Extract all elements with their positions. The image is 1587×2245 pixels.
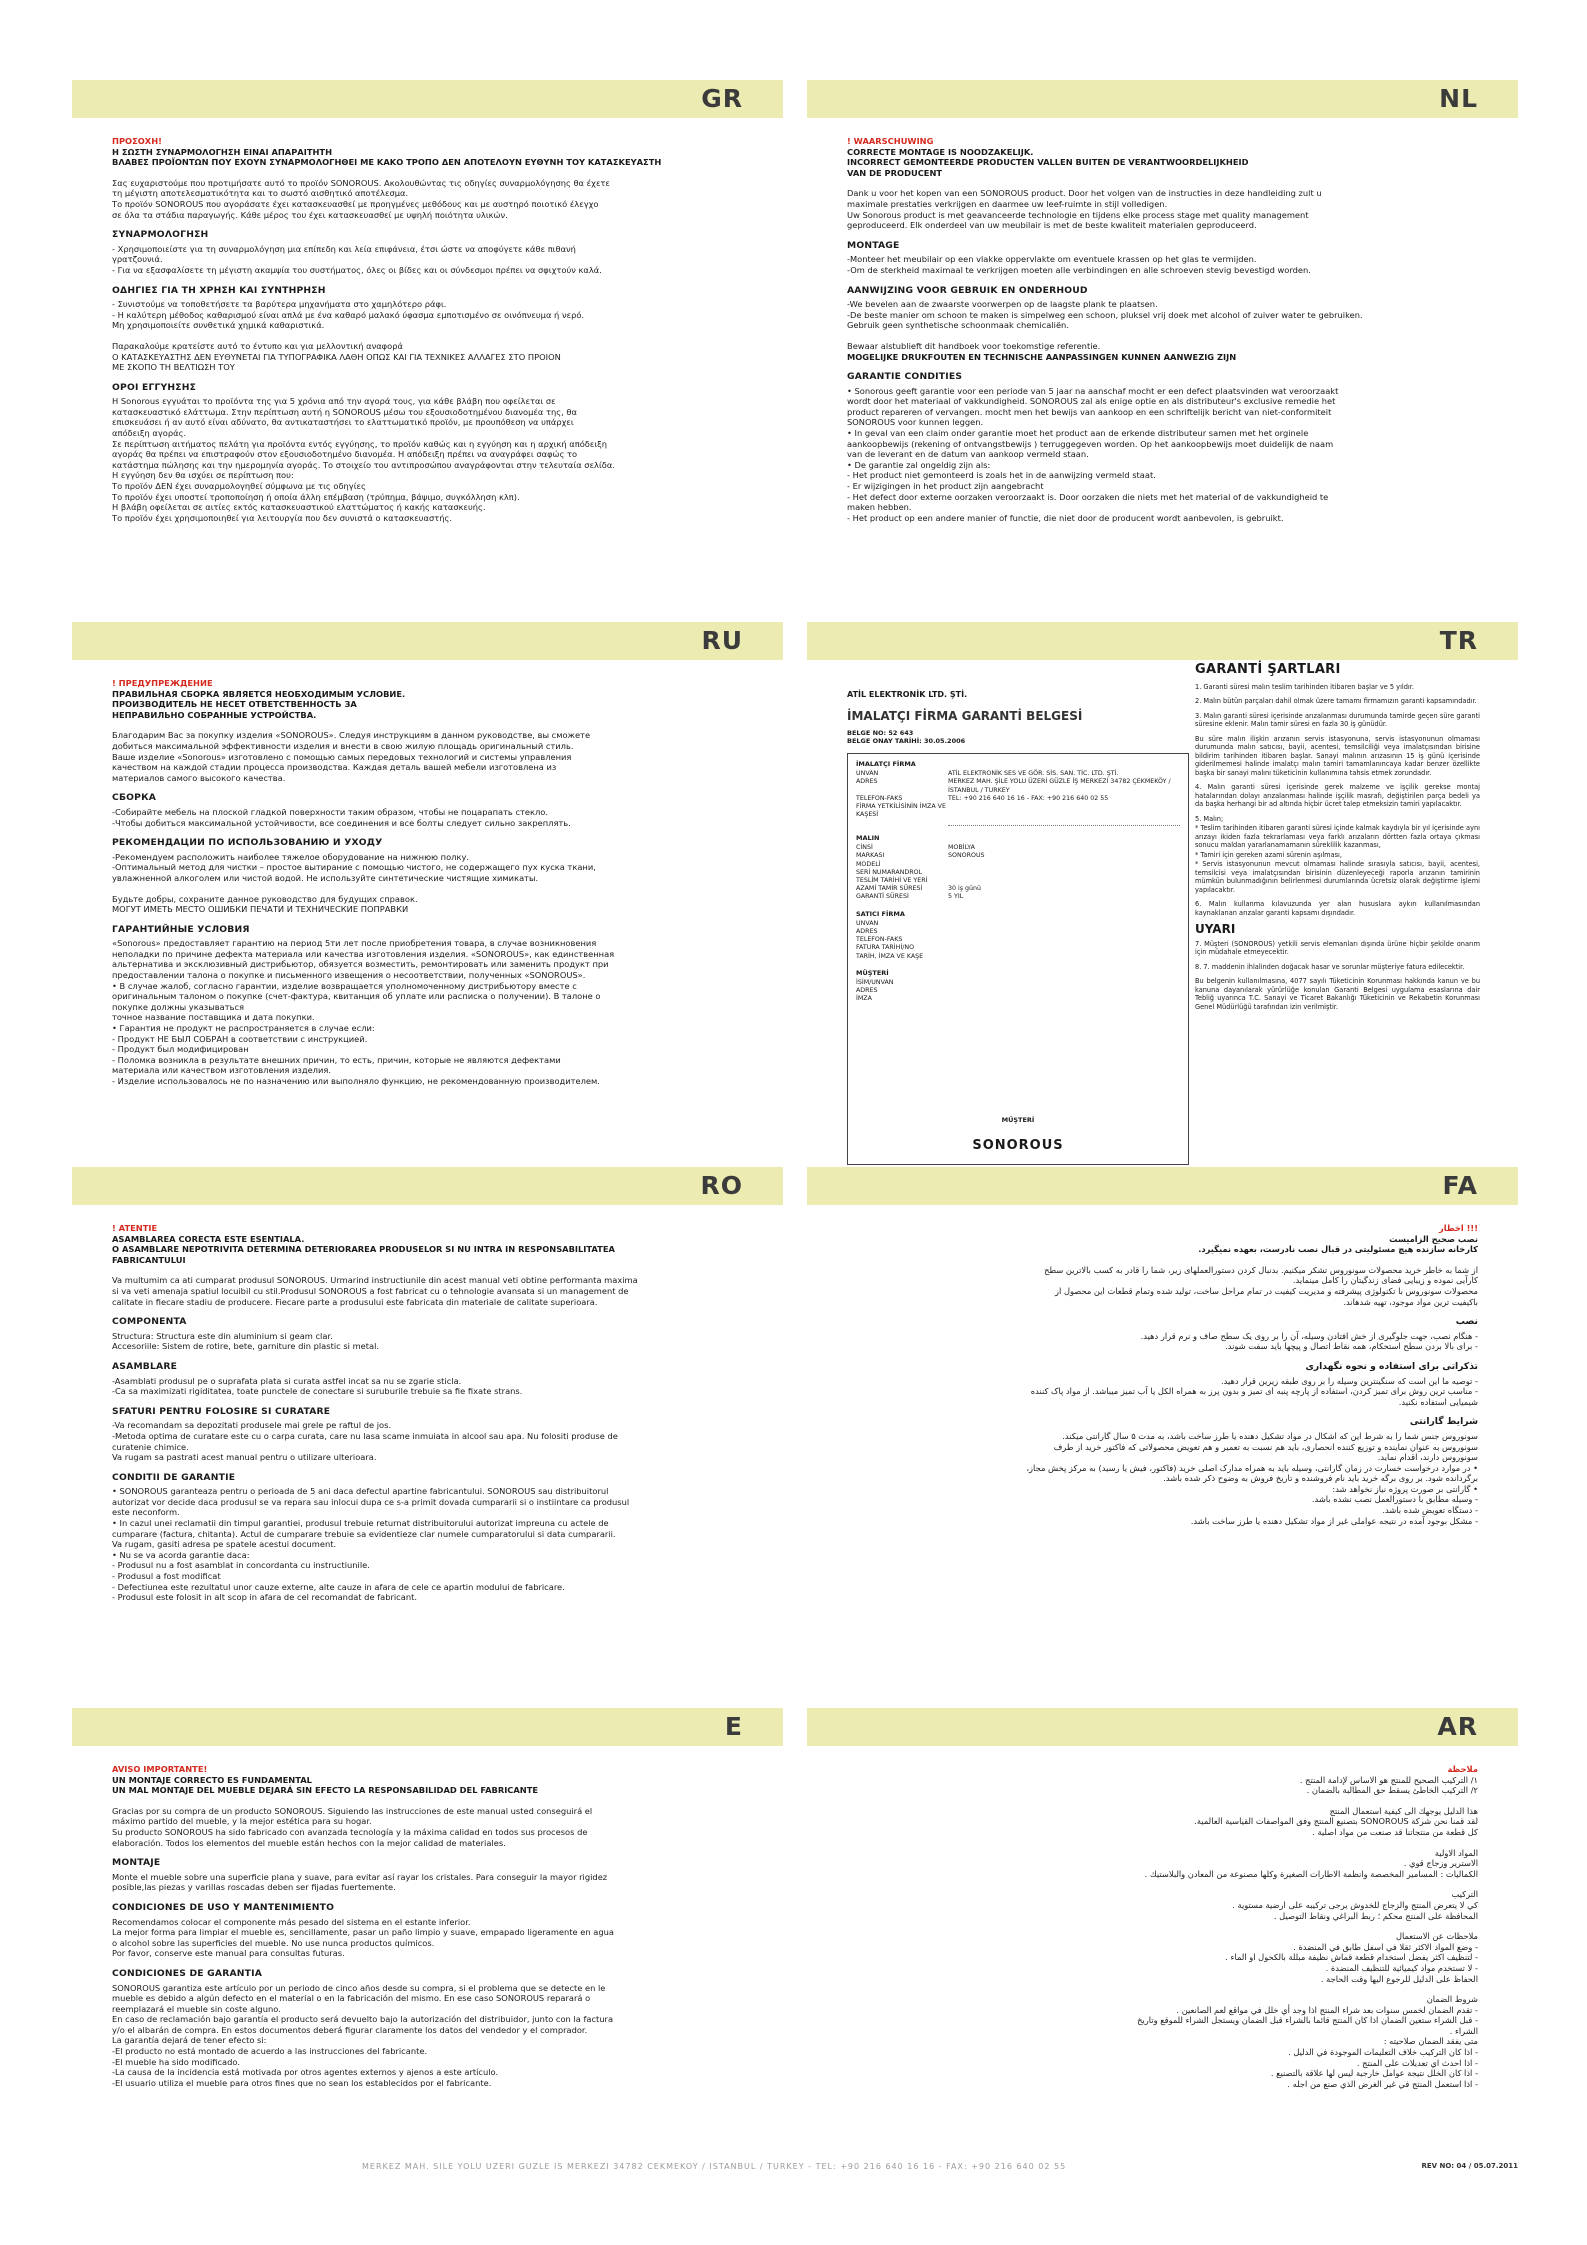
lang-code: TR [1439,626,1478,655]
keep-manual-text: Будьте добры, сохраните данное руководство для будущих справок. МОГУТ ИМЕТЬ МЕСТО ОШИБКИ ПЕЧАТИ И ТЕХНИЧЕСКИЕ ПОПРАВКИ [112,893,418,915]
warning-title: ! ПРЕДУПРЕЖДЕНИЕ [112,678,213,688]
intro-text: Dank u voor het kopen van een SONOROUS product. Door het volgen van de instructies in deze handleiding zult u maximale prestaties verkrijgen en daarmee uw leef-ruimte in stijl volledigen. Uw Sonorous product is met geavanceerde technologie en tijdens elke process stage met quality management geproduceerd. Elk onderdeel van uw meubilair is met de beste kwaliteit materialen geproduceerd. [847,188,1322,231]
warning-heading: UYARI [1195,922,1236,936]
brand-logo: SONOROUS [972,1137,1064,1153]
warning-title: ! WAARSCHUWING [847,136,934,146]
document-number: BELGE NO: 52 643 [847,729,914,737]
section-fa [807,1167,1518,1536]
section-ro [72,1167,783,1613]
term-item: 6. Malın kullanma kılavuzunda yer alan hususlara aykırı kullanılmasından kaynaklanan arızalar garanti kapsamı dışındadır. [1195,900,1480,917]
heading-warranty: شرایط گارانتی [1409,1416,1478,1428]
keep-manual-text: Παρακαλούμε κρατείστε αυτό το έντυπο και για μελλοντική αναφορά Ο ΚΑΤΑΣΚΕΥΑΣΤΗΣ ΔΕΝ ΕΥΘΥΝΕΤΑΙ ΓΙΑ ΤΥΠΟΓΡΑΦΙΚΑ ΛΑΘΗ ΟΠΩΣ ΚΑΙ ΓΙΑ ΤΕΧΝΙΚΕΣ ΑΛΛΑΓΕΣ ΣΤΟ ΠΡΟΙΟΝ ΜΕ ΣΚΟΠΟ ΤΗ ΒΕΛΤΙΩΣΗ ΤΟΥ [112,340,561,373]
field-row: FİRMA YETKİLİSİNİN İMZA VE KAŞESİ [856,803,1180,826]
heading-use-care: CONDICIONES DE USO Y MANTENIMIENTO [112,1901,335,1913]
term-item: * Servis istasyonunun mevcut olmaması halinde sırasıyla satıcısı, bayii, acentesi, temsilcisi veya imalatçısından birisinin düzenleyeceği raporla arızanın tamirinin mümkün bulunmadığının belirlenmesi durumlarında ücretsiz olarak değiştirme işlemi yapılacaktır. [1195,860,1480,894]
company-address: MERKEZ MAH. SILE YOLU UZERI GUZLE IS MERKEZI 34782 CEKMEKOY / ISTANBUL / TURKEY - TEL: +90 216 640 16 16 - FAX: +90 216 640 02 55 [362,2162,1067,2171]
certificate-box [847,753,1189,1165]
lang-band [72,80,783,118]
field-row: ADRES MERKEZ MAH. ŞİLE YOLU ÜZERİ GÜZLE İŞ MERKEZİ 34782 ÇEKMEKÖY / İSTANBUL / TURKEY [856,778,1171,794]
lead-text: ١/ التركيب الصحيح للمنتج هو الاساس لإدامة المنتج . ٢/ التركيب الخاطئ يسقط حق المطالبة بالضمان . [1299,1774,1478,1796]
intro-text: Va multumim ca ati cumparat produsul SONOROUS. Urmarind instructiunile din acest manual veti obtine performanta maxima si va veti amenaja spatiul locuibil cu stil.Produsul SONOROUS a fost fabricat cu o tehnologie avansata si un management de calitate in fiecare stadiu de producere. Fiecare parte a produsului este fabricata din materiale de calitate superioara. [112,1275,638,1307]
warning-item: 7. Müşteri (SONOROUS) yetkili servis elemanları dışında ürüne hiçbir şekilde onarım için müdahale etmeyecektir. [1195,939,1480,956]
warranty-text: SONOROUS garantiza este artículo por un periodo de cinco años desde su compra, si el problema que se detecte en le mueble es debido a algún defecto en el material o en la fabricación del mismo. En ese caso SONOROUS reparará o reemplazará el mueble sin coste alguno. En caso de reclamación bajo garantía el producto será devuelto bajo la autorización del distribuidor, junto con la factura y/o el albarán de compra. En estos documentos deberá figurar claramente los datos del vendedor y el comprador. La garantía dejará de tener efecto si: -El producto no está montado de acuerdo a las instrucciones del fabricante. -El mueble ha sido modificado. -La causa de la incidencia está motivada por otros agentes externos y ajenos a este artículo. -El usuario utiliza el mueble para otros fines que no sean los establecidos por el fabricante. [112,1982,614,2088]
warranty-text: • Sonorous geeft garantie voor een periode van 5 jaar na aanschaf mocht er een defect plaatsvinden wat veroorzaakt wordt door het materiaal of vakkundigheid. SONOROUS zal als enige optie en als distributeur's exclusive remedie het product repareren of vervangen. mocht men het bewijs van aankoop en een schriftelijk bericht van niet-conformiteit SONOROUS voor kunnen leggen. • In geval van een claim onder garantie moet het product aan de erkende distributeur samen met het orginele aankoopbewijs (rekening of ontvangstbewijs ) terruggegeven worden. Op het aankoopbewijs moet duidelijk de naam van de leverant en de datum van aankoop vermeld staan. • De garantie zal ongeldig zijn als: - Het product niet gemonteerd is zoals het in de aanwijzing vermeld staat. - Er wijzigingen in het product zijn aangebracht - Het defect door externe oorzaken veroorzaakt is. Door oorzaken die niets met het material of de vakkundigheid te maken hebben. - Het product op een andere manier of functie, die niet door de producent wordt aanbevolen, is gebruikt. [847,385,1339,523]
use-care-text: Recomendamos colocar el componente más pesado del sistema en el estante inferior. La mejor forma para limpiar el mueble es, sencillamente, pasar un paño limpio y suave, empapado ligeramente en agua o alcohol sobre las superficies del mueble. No use nunca productos químicos. Por favor, conserve este manual para consultas futuras. [112,1916,614,1959]
warning-title: ΠΡΟΣΟΧΗ! [112,136,162,146]
use-care-block: ملاحظات عن الاستعمال - وضع المواد الاكثر ثقلا في اسفل طابق في المنضدة . - لتنظيف اكثر يفضل استخدام قطعة قماش نظيفة مبللة بالكحول او الماء . - لا تستخدم مواد كيميائية للتنظيف المنضدة . الحفاظ على الدليل للرجوع اليها وقت الحاجة . [1107,1931,1478,1984]
heading-assembly: MONTAGE [847,239,900,251]
heading-use-care: РЕКОМЕНДАЦИИ ПО ИСПОЛЬЗОВАНИЮ И УХОДУ [112,837,383,849]
heading-assembly: التركيب [1451,1889,1478,1900]
section-tr [807,622,1518,1190]
field-row: SERİ NUMARANDROL [856,868,923,876]
lang-code: AR [1437,1712,1478,1741]
seller-fields: UNVAN ADRES TELEFON-FAKS FATURA TARİHİ/NO TARİH, İMZA VE KAŞE [856,919,924,960]
term-item: 1. Garanti süresi malın teslim tarihinden itibaren başlar ve 5 yıldır. [1195,682,1414,691]
term-item: 4. Malın garanti süresi içerisinde gerek malzeme ve işçilik gerekse montaj hatalarından dolayı arızalanması halinde işçilik masrafı, değiştirilen parça bedeli ya da başka herhangi bir ad altında hiçbir ücret talep etmeksizin tamiri yapılacaktır. [1195,783,1480,808]
assembly-text: -Собирайте мебель на плоской гладкой поверхности таким образом, чтобы не поцарапать стекло. -Чтобы добиться максимальной устойчивости, все соединения и все болты следует сильно закреплять. [112,806,571,828]
intro-text: هذا الدليل يوجهك الى كيفية استعمال المنتج لقد قمنا نحن شركة SONOROUS بتصنيع المنتج وفق المواصفات القياسية العالمية. كل قطعة من منتجاتنا قد صنعت من مواد اصلية . [1194,1805,1478,1837]
heading-use-care: ملاحظات عن الاستعمال [1395,1931,1478,1942]
lang-code: RU [701,626,743,655]
customer-heading: MÜŞTERİ [856,968,889,977]
heading-warranty: شروط الضمان [1426,1994,1478,2005]
section-es [72,1708,783,2098]
signature-stamp [948,803,1180,826]
revision-number: REV NO: 04 / 05.07.2011 [1421,2162,1518,2170]
heading-assembly: ASAMBLARE [112,1360,178,1372]
lead-text: CORRECTE MONTAGE IS NOODZAKELIJK. INCORRECT GEMONTEERDE PRODUCTEN VALLEN BUITEN DE VERANTWOORDELIJKHEID VAN DE PRODUCENT [847,146,1249,178]
section-nl [807,80,1518,533]
manufacturer-heading: İMALATÇI FİRMA [856,760,916,768]
components-text: Structura: Structura este din aluminium si geam clar. Accesoriile: Sistem de rotire, bete, garniture din plastic si metal. [112,1330,380,1352]
warranty-certificate [807,660,1518,1190]
assembly-text: -Asamblati produsul pe o suprafata plata si curata astfel incat sa nu se zgarie sticla. -Ca sa maximizati rigiditatea, toate punctele de conectare si suruburile trebuie sa fie fixate strans. [112,1375,523,1397]
customer-signature-label: MÜŞTERİ [1001,1115,1035,1124]
seller-heading: SATICI FİRMA [856,909,905,918]
warranty-text: Η Sonorous εγγυάται το προϊόντα της για 5 χρόνια από την αγορά τους, για κάθε βλάβη που οφείλεται σε κατασκευαστικό ελάττωμα. Στην περίπτωση αυτή η SONOROUS μέσω του εξουσιοδοτημένου διανομέα της, θα επισκευάσει ή αν αυτό είναι αδύνατο, θα αντικαταστήσει το ελαττωματικό προϊόν, με προυπόθεση να υπάρχει απόδειξη αγοράς. Σε περίπτωση αιτήματος πελάτη για προϊόντα εντός εγγύησης, το προϊόν καθώς και η εγγύηση και η αρχική απόδειξη αγοράς θα πρέπει να επιστραφούν στον εξουσιοδοτημένο διανομέα. Η απόδειξη πρέπει να αναγράφει σαφώς το κατάστημα πώλησης και την ημερομηνία αγοράς. Το στοιχείο του αντιπροσώπου αναγράφονται στην τελευταία σελίδα. Η εγγύηση δεν θα ισχύει σε περίπτωση που: Το προϊόν ΔΕΝ έχει συναρμολογηθεί σύμφωνα με τις οδηγίες Το προϊόν έχει υποστεί τροποποίηση ή οποία άλλη επέμβαση (τρύπημα, βάψιμο, συγκόλληση κλπ). Η βλάβη οφείλεται σε αιτίες εκτός κατασκευαστικού ελαττώματος ή κακής κατασκευής. Το προϊόν έχει χρησιμοποιηθεί για λειτουργία που δεν συνιστά ο κατασκευαστής. [112,396,615,523]
lang-code: FA [1442,1171,1478,1200]
assembly-text: Monte el mueble sobre una superficie plana y suave, para evitar así rayar los cristales. Para conseguir la mayor rigidez posible,las piezas y varillas roscadas deben ser fijadas fuertemente. [112,1871,608,1893]
term-item: Bu süre malın ilişkin arızanın servis istasyonuna, servis istasyonunun olmaması durumunda malın satıcısı, bayii, acentesi, temsilciliği veya imalatçısından birisine bildirim tarihinden itibaren başlar. Sanayi malının arızasının 15 iş günü içerisinde giderilmemesi halinde imalatçı malın tamiri tamamlanıncaya kadar benzer özellikte başka bir sanayi malını tüketicinin kullanımına tahsis etmek zorundadır. [1195,734,1480,777]
intro-text: Σας ευχαριστούμε που προτιμήσατε αυτό το προϊόν SONOROUS. Ακολουθώντας τις οδηγίες συναρμολόγησης θα έχετε τη μέγιστη αποτελεσματικότητα και το σωστό αισθητικό αποτέλεσμα. Το προϊόν SONOROUS που αγοράσατε έχει κατασκευασθεί με προηγμένες μεθόδους και με αυστηρό ποιοτικό έλεγχο σε όλα τα στάδια παραγωγής. Κάθε μέρος του έχει κατασκευασθεί με υψηλή ποιότητα υλικών. [112,177,610,220]
section-ar [807,1708,1518,2099]
heading-components: COMPONENTA [112,1316,187,1328]
lang-code: NL [1439,84,1478,113]
section-ru [72,622,783,1097]
company-name: ATİL ELEKTRONİK LTD. ŞTİ. [847,690,968,699]
section-body [807,1205,1518,1526]
assembly-text: - Χρησιμοποιείστε για τη συναρμολόγηση μια επίπεδη και λεία επιφάνεια, έτσι ώστε να αποφύγετε κάθε πιθανή γρατζουνιά. - Για να εξασφαλίσετε τη μέγιστη ακαμψία του συστήματος, όλες οι βίδες και οι σύνδεσμοι πρέπει να σφιχτούν καλά. [112,243,602,275]
field-row: UNVAN ATİL ELEKTRONİK SES VE GÖR. SİS. SAN. TİC. LTD. ŞTİ. [856,770,1119,778]
heading-use-care: تذکراتی برای استفاده و نحوه نگهداری [1305,1360,1478,1372]
field-row: TESLİM TARİHİ VE YERİ [856,877,928,885]
section-body [72,118,783,523]
lead-text: ПРАВИЛЬНАЯ СБОРКА ЯВЛЯЕТСЯ НЕОБХОДИМЫМ УСЛОВИЕ. ПРОИЗВОДИТЕЛЬ НЕ НЕСЕТ ОТВЕТСТВЕННОСТЬ ЗА НЕПРАВИЛЬНО СОБРАННЫЕ УСТРОЙСТВА. [112,688,406,720]
warning-item: 8. 7. maddenin ihlalinden doğacak hasar ve sorunlar müşteriye fatura edilecektir. [1195,962,1465,971]
lead-text: UN MONTAJE CORRECTO ES FUNDAMENTAL UN MAL MONTAJE DEL MUEBLE DEJARÁ SIN EFECTO LA RESPONSABILIDAD DEL FABRICANTE [112,1774,539,1796]
use-care-text: -We bevelen aan de zwaarste voorwerpen op de laagste plank te plaatsen. -De beste manier om schoon te maken is simpelweg een schoon, pluksel vrij doek met alcohol of zuiver water te gebruiken. Gebruik geen synthetische schoonmaak chemicaliën. [847,299,1363,331]
heading-assembly: MONTAJE [112,1857,161,1869]
term-item: 5. Malın; [1195,814,1224,823]
heading-warranty: CONDICIONES DE GARANTIA [112,1967,263,1979]
heading-warranty: ΟΡΟΙ ΕΓΓΥΗΣΗΣ [112,381,197,393]
customer-fields: İSİM/UNVAN ADRES İMZA [856,979,894,1003]
product-heading: MALIN [856,834,880,843]
heading-use-care: ΟΔΗΓΙΕΣ ΓΙΑ ΤΗ ΧΡΗΣΗ ΚΑΙ ΣΥΝΤΗΡΗΣΗ [112,284,326,296]
assembly-text: -Monteer het meubilair op een vlakke oppervlakte om eventuele krassen op het glas te vermijden. -Om de sterkheid maximaal te verkrijgen moeten alle verbindingen en alle schroeven stevig bevestigd worden. [847,254,1311,275]
lang-band [72,622,783,660]
lead-text: نصب صحیح الزامیست کارخانه سازنده هیچ مسئولیتی در قبال نصب نادرست، بعهده نمیگیرد. [1198,1233,1478,1255]
heading-assembly: ΣΥΝΑΡΜΟΛΟΓΗΣΗ [112,229,209,241]
certificate-form [847,690,1189,1165]
field-row: GARANTİ SÜRESİ 5 YIL [856,893,964,901]
term-item: * Tamiri için gereken azami sürenin aşılması, [1195,850,1342,859]
term-item: * Teslim tarihinden itibaren garanti süresi içinde kalmak kaydıyla bir yıl içerisinde aynı arızayı ikiden fazla tekrarlaması veya farklı arızaların dörtten fazla ortaya çıkması sonucu maldan yararlanamamanın süreklilik kazanması, [1195,824,1480,849]
warranty-text: سونوروس جنس شما را به شرط این که اشکال در مواد تشکیل دهنده یا طرز ساخت باشد، به مدت ۵ سال گارانتی میکند. سونوروس به عنوان نماینده و توزیع کننده انحصاری، باید هم نسبت به تعمیر و هم تعویض محصولاتی که فاکتور خرید از طرف سونوروس دارند، اقدام نماید. • در موارد درخواست خسارت در زمان گارانتی، وسیله باید به همراه مدارک اصلی خرید (فاکتور، فیش یا رسید) به مرکز پخش مجاز، برگردانده شود. بر روی برگه خرید باید نام فروشنده و تاریخ فروش به وضوح ذکر شده باشد. • گارانتی بر صورت پروژه نیاز نخواهد شد: - وسیله مطابق با دستورالعمل نصب نشده باشد. - دستگاه تعویض شده باشد. - مشکل بوجود آمده در نتیجه عواملی غیر از مواد تشکیل دهنده یا طرز ساخت باشد. [1026,1430,1478,1526]
use-care-text: -Рекомендуем расположить наиболее тяжелое оборудование на нижнюю полку. -Оптимальный метод для чистки – простое вытирание с помощью чистого, не содержащего пух куска ткани, увлажненной алкоголем или чистой водой. Не используйте синтетические чистящие химикаты. [112,851,596,883]
heading-warranty: ГАРАНТИЙНЫЕ УСЛОВИЯ [112,923,250,935]
lang-band [807,622,1518,660]
assembly-text: - هنگام نصب، جهت جلوگیری از خش افتادن وسیله، آن را بر روی یک سطح صاف و نرم قرار دهید. - برای بالا بردن سطح استحکام، همه نقاط اتصال و پیچها باید سفت شوند. [1140,1330,1478,1352]
section-body [807,1746,1518,2089]
certificate-title: İMALATÇI FİRMA GARANTİ BELGESİ [847,709,1083,723]
section-body [807,118,1518,523]
warning-title: AVISO IMPORTANTE! [112,1764,208,1774]
field-row: MODELİ [856,860,881,868]
term-item: 2. Malın bütün parçaları dahil olmak üzere tamamı firmamızın garanti kapsamındadır. [1195,697,1477,705]
use-care-text: -Va recomandam sa depozitati produsele mai grele pe raftul de jos. -Metoda optima de curatare este cu o carpa curata, care nu lasa scame inmuiata in alcool sau apa. Nu folositi produse de curatenie chimice. Va rugam sa pastrati acest manual pentru o utilizare ulterioara. [112,1420,618,1463]
heading-assembly: СБОРКА [112,792,157,804]
keep-manual-text: Bewaar alstublieft dit handboek voor toekomstige referentie. MOGELIJKE DRUKFOUTEN EN TECHNISCHE AANPASSINGEN KUNNEN AANWEZIG ZIJN [847,340,1237,362]
lang-band [807,1708,1518,1746]
lead-text: ASAMBLAREA CORECTA ESTE ESENTIALA. O ASAMBLARE NEPOTRIVITA DETERMINA DETERIORAREA PRODUSELOR SI NU INTRA IN RESPONSABILITATEA FABRICANTULUI [112,1233,615,1265]
heading-use-care: AANWIJZING VOOR GEBRUIK EN ONDERHOUD [847,284,1088,296]
intro-text: Благодарим Вас за покупку изделия «SONOROUS». Следуя инструкциям в данном руководстве, вы сможете добиться максимальной эффективности изделия и внести в свою жилую площадь оригинальный стиль. Ваше изделие «Sonorous» изготовлено с помощью самых передовых технологий и системы управления качеством на каждой стадии процесса производства. Каждая деталь вашей мебели изготовлена из материалов самого высокого качества. [112,730,591,783]
warranty-text: «Sonorous» предоставляет гарантию на период 5ти лет после приобретения товара, в случае возникновения неполадки по причине дефекта материала или качества изготовления изделия. «SONOROUS», как единственная альтернатива и эксклюзивный дистрибьютор, обязуется возместить, ремонтировать или заменить продукт при предоставлении талона о покупке и письменного извещения о несоответствии, полученных «SONOROUS». • В случае жалоб, согласно гарантии, изделие возвращается уполномоченному дистрибьютору вместе с оригинальным талоном о покупке (счет-фактура, квитанция об уплате или расписка о получении). В талоне о покупке должны указываться точное название поставщика и дата покупки. • Гарантия не продукт не распространяется в случае если: - Продукт НЕ БЫЛ СОБРАН в соответствии с инструкцией. - Продукт был модифицирован - Поломка возникла в результате внешних причин, то есть, причин, которые не являются дефектами материала или качеством изготовления изделия. - Изделие использовалось не по назначению или выполняло функцию, не рекомендованную производителем. [112,938,615,1086]
warning-title: ملاحظة [1447,1764,1478,1774]
lang-band [807,1167,1518,1205]
assembly-block: التركيب كي لا يتعرض المنتج والزجاج للخدوش يرجى تركيبه على ارضية مستوية . المحافظة على المنتج محكم ؛ ربط البراغي ونقاط التوصيل . [1107,1889,1478,1921]
lang-code: E [724,1712,743,1741]
heading-use-care: SFATURI PENTRU FOLOSIRE SI CURATARE [112,1405,331,1417]
use-care-text: - Συνιστούμε να τοποθετήσετε τα βαρύτερα μηχανήματα στο χαμηλότερο ράφι. - Η καλύτερη μέθοδος καθαρισμού είναι απλά με ένα καθαρό μαλακό ύφασμα εμποτισμένο σε οινόπνευμα ή νερό. Μη χρησιμοποιείτε συνθετικά χημικά καθαριστικά. [112,299,585,331]
section-body [72,1746,783,2088]
field-row: AZAMİ TAMİR SÜRESİ 30 iş günü [856,885,982,893]
lang-band [807,80,1518,118]
materials-block: المواد الاولية الاسترير وزجاج قوي . الكماليات : المسامير المخصصة وانظمة الاطارات الصغيرة وكلها مصنوعة من المعادن والبلاستيك . [1107,1848,1478,1880]
heading-warranty: GARANTIE CONDITIES [847,371,963,383]
warranty-terms [1195,662,1480,1017]
warranty-block: شروط الضمان - تقدم الضمان لخمس سنوات بعد شراء المنتج اذا وجد أي خلل في مواقع لعم الصانعين . - قبل الشراء ستعين الضمان اذا كان المنتج قائما بالشراء قبل الضمان ويستجل الشراء للموقع وتاريخ الشراء . متى يفقد الضمان صلاحيته : - اذا كان التركيب خلاف التعليمات الموجودة في الدليل . - اذا احدث اي تعديلات على المنتج . - اذا كان الخلل نتيجة عوامل خارجية ليس لها علاقة بالتصنيع . - اذا استعمل المنتج في غير الغرض الذي صنع من اجله . [1107,1994,1478,2089]
term-item: 3. Malın garanti süresi içerisinde arızalanması durumunda tamirde geçen süre garanti süresine eklenir. Malın tamir süresi en fazla 30 iş günüdür. [1195,711,1480,728]
lang-code: RO [700,1171,743,1200]
field-row: CİNSİ MOBİLYA [856,844,975,852]
lang-code: GR [701,84,743,113]
section-gr [72,80,783,533]
terms-title: GARANTİ ŞARTLARI [1195,662,1341,677]
intro-text: Gracias por su compra de un producto SONOROUS. Siguiendo las instrucciones de este manual usted conseguirá el máximo partido del mueble, y la mejor estética para su hogar. Su producto SONOROUS ha sido fabricado con avanzada tecnología y la máxima calidad en todos sus procesos de elaboración. Todos los elementos del mueble están hechos con la mejor calidad de materiales. [112,1805,593,1848]
warning-item: Bu belgenin kullanılmasına, 4077 sayılı Tüketicinin Korunması hakkında kanun ve bu kanuna dayanılarak yürürlüğe konulan Garanti Belgesi uygulama esaslarına dair Tebliğ uyarınca T.C. Sanayi ve Ticaret Bakanlığı Tüketicinin ve Rekabetin Korunması Genel Müdürlüğü tarafından izin verilmiştir. [1195,977,1480,1011]
field-row: MARKASI SONOROUS [856,852,985,860]
lang-band [72,1167,783,1205]
intro-text: از شما به خاطر خرید محصولات سونوروس تشکر میکنیم. بدنبال کردن دستورالعملهای زیر، شما را قادر به کسب بالاترین سطح کارآیی نموده و زیبایی فضای زندگیتان را کامل مینماید. محصولات سونوروس با تکنولوژی پیشرفته و مدیریت کیفیت در تمام مراحل ساخت، تولید شده وتمام قطعات این محصول از باکیفیت ترین مواد موجود، تهیه شدهاند. [1044,1264,1478,1307]
warning-title: !!! اخطار [1438,1223,1478,1233]
heading-warranty: CONDITII DE GARANTIE [112,1471,236,1483]
heading-materials: المواد الاولية [1434,1847,1478,1858]
warranty-text: • SONOROUS garanteaza pentru o perioada de 5 ani daca defectul apartine fabricantului. SONOROUS sau distribuitorul autorizat vor decide daca produsul se va repara sau inlocui dupa ce s-a primit dovada cumpararii si o instiintare ca produsul este neconform. • In cazul unei reclamatii din timpul garantiei, produsul trebuie returnat distribuitorului autorizat impreuna cu actele de cumparare (factura, chitanta). Actul de cumparare trebuie sa evidentieze clar numele cumparatorului si data cumpararii. Va rugam, gasiti adresa pe spatele acestui document. • Nu se va acorda garantie daca: - Produsul nu a fost asamblat in concordanta cu instructiunile. - Produsul a fost modificat - Defectiunea este rezultatul unor cauze externe, alte cauze in afara de cele ce apartin modului de fabricare. - Produsul este folosit in alt scop in afara de cel recomandat de fabricant. [112,1486,630,1603]
document-date: BELGE ONAY TARİHİ: 30.05.2006 [847,737,966,745]
heading-assembly: نصب [1455,1316,1478,1328]
section-body [72,1205,783,1603]
lead-text: Η ΣΩΣΤΗ ΣΥΝΑΡΜΟΛΟΓΗΣΗ ΕΙΝΑΙ ΑΠΑΡΑΙΤΗΤΗ ΒΛΑΒΕΣ ΠΡΟΪΟΝΤΩΝ ΠΟΥ ΕΧΟΥΝ ΣΥΝΑΡΜΟΛΟΓΗΘΕΙ ΜΕ ΚΑΚΟ ΤΡΟΠΟ ΔΕΝ ΑΠΟΤΕΛΟΥΝ ΕΥΘΥΝΗ ΤΟΥ ΚΑΤΑΣΚΕΥΑΣΤΗ [112,146,662,168]
lang-band [72,1708,783,1746]
warning-title: ! ATENTIE [112,1223,158,1233]
field-row: TELEFON-FAKS TEL: +90 216 640 16 16 - FAX: +90 216 640 02 55 [856,794,1109,802]
section-body [72,660,783,1087]
use-care-text: - توصیه ما این است که سنگینترین وسیله را بر روی طبقه زیرین قرار دهید. - مناسب ترین روش برای تمیز کردن، استفاده از پارچه پنبه ای تمیز و بدون پرز به همراه الکل یا آب تمیز میباشد. از مواد پاک کننده شیمیایی استفاده نکنید. [1030,1375,1478,1407]
